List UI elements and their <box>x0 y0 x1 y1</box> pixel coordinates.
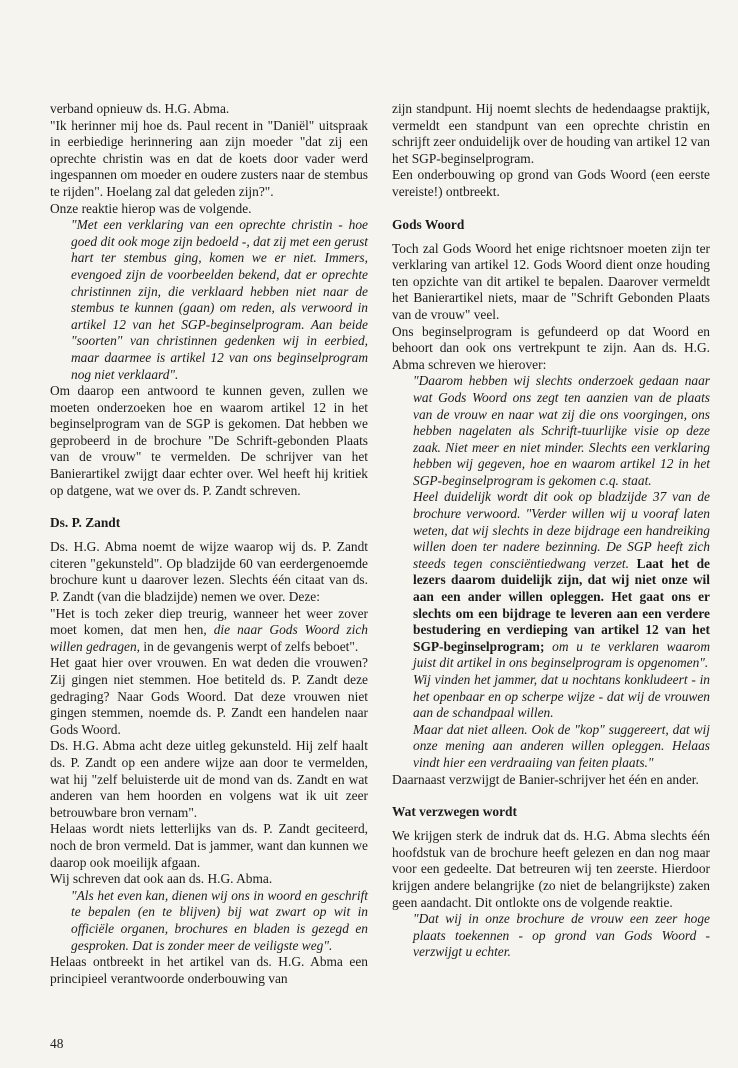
paragraph: Ons beginselprogram is gefundeerd op dat Woord en behoort dan ook ons vertrekpunt te zijn. Aan ds. H.G. Abma schreven we hierover: <box>392 323 710 372</box>
paragraph: verband opnieuw ds. H.G. Abma. <box>50 101 230 116</box>
paragraph: Ds. H.G. Abma noemt de wijze waarop wij ds. P. Zandt citeren "gekunsteld". Op bladzijde 60 van eerdergenoemde brochure kunt u daarover lezen. Slechts één citaat van ds. P. Zandt (van die bladzijde) nemen we over. Deze: <box>50 539 368 605</box>
section-heading: Ds. P. Zandt <box>50 515 121 531</box>
paragraph: Een onderbouwing op grond van Gods Woord (een eerste vereiste!) ontbreekt. <box>392 167 710 199</box>
page-number: 48 <box>50 1036 64 1051</box>
paragraph: Onze reaktie hierop was de volgende. <box>50 200 252 216</box>
paragraph: "Ik herinner mij hoe ds. Paul recent in "Daniël" uitspraak in eerbiedige herinnering aan zijn moeder "dat zij een oprechte christin was en dat de koets door vader werd ingespannen om moeder en oudere zusters naar de stembus te rijden". Hoelang zal dat geleden zijn?". <box>50 117 368 199</box>
text-run: om u te verklaren waarom juist dit artikel in ons beginselprogram is opgenomen". <box>413 638 710 671</box>
paragraph: We krijgen sterk de indruk dat ds. H.G. Abma slechts één hoofdstuk van de brochure heeft gelezen en dan nog maar voor een gedeelte. Dat betreuren wij ten zeerste. Hierdoor krijgen andere belangrijke (zo niet de belangrijkste) zaken geen aandacht. Dit ontlokte ons de volgende reaktie. <box>392 828 710 910</box>
emphasis-text: die naar Gods Woord zich willen gedragen, <box>50 622 368 654</box>
block-quote: "Met een verklaring van een oprechte christin - hoe goed dit ook moge zijn bedoeld -, dat zij met een gerust hart ter stembus ging, komen we er niet. Immers, evengoed zijn de voorbeelden bekend, dat er oprechte christinnen zijn, die verklaard hebben niet naar de stembus te kunnen (gaan) om reden, als verwoord in artikel 12 van het SGP-beginselprogram. Aan beide "soorten" van christinnen gedenken wij in eerbied, maar daarmee is artikel 12 van ons beginselprogram nog niet verklaard". <box>71 217 368 382</box>
paragraph: Helaas ontbreekt in het artikel van ds. H.G. Abma een principieel verantwoorde onderbouwing van <box>50 954 368 986</box>
bold-text: Laat het de lezers daarom duidelijk zijn, dat wij niet onze wil aan een ander willen opleggen. Het gaat ons er slechts om een bijdrage te leveren aan een verdere bestudering en verdieping van artikel 12 van het SGP-beginselprogram; <box>413 555 710 654</box>
text-run: "Het is toch zeker diep treurig, wanneer het weer zover moet komen, dat men hen, <box>50 605 368 638</box>
text-run: Heel duidelijk wordt dit ook op bladzijde 37 van de brochure verwoord. "Verder willen wij u vooraf laten weten, dat wij slechts in deze bijdrage een handreiking willen doen ter nadere bezinning. De SGP heeft zich steeds tegen consciëntiedwang verzet. <box>413 489 710 571</box>
block-quote: "Als het even kan, dienen wij ons in woord en geschrift te bepalen (en te blijven) bij wat zwart op wit in officiële organen, brochures en bladen is gezegd en gesproken. Dat is zonder meer de veiligste weg". <box>71 887 368 953</box>
section-heading: Wat verzwegen wordt <box>392 804 517 820</box>
paragraph: Daarnaast verzwijgt de Banier-schrijver het één en ander. <box>392 771 699 787</box>
paragraph: Helaas wordt niets letterlijks van ds. P. Zandt geciteerd, noch de bron vermeld. Dat is jammer, want dan kunnen we daarop ook moeilijk afgaan. <box>50 821 368 870</box>
paragraph: Wij schreven dat ook aan ds. H.G. Abma. <box>50 871 273 887</box>
block-quote: "Dat wij in onze brochure de vrouw een zeer hoge plaats toekennen - op grond van Gods Woord - verzwijgt u echter. <box>413 911 710 960</box>
paragraph: zijn standpunt. Hij noemt slechts de hedendaagse praktijk, vermeldt een standpunt van een oprechte christin en schrijft zeer onduidelijk over de houding van artikel 12 van het SGP-beginselprogram. <box>392 101 710 166</box>
block-quote: "Daarom hebben wij slechts onderzoek gedaan naar wat Gods Woord ons zegt ten aanzien van de plaats van de vrouw en naar wat zij die ons voorgingen, ons hebben nagelaten als Schrift-tuurlijke visie op deze zaak. Niet meer en niet minder. Slechts een verklaring hebben wij gegeven, hoe en waarom artikel 12 in het SGP-beginselprogram is gekomen c.q. staat. <box>413 373 710 488</box>
block-quote: Maar dat niet alleen. Ook de "kop" suggereert, dat wij onze mening aan anderen willen opleggen. Helaas vindt hier een verdraaiing van feiten plaats." <box>413 721 710 770</box>
paragraph: Ds. H.G. Abma acht deze uitleg gekunsteld. Hij zelf haalt ds. P. Zandt op een andere wijze aan door te vermelden, wat hij "zelf beluisterde uit de mond van ds. Zandt en wat anderen van hem hoorden en volgens wat ik uit zeer betrouwbare bron vernam". <box>50 738 368 820</box>
left-column <box>50 101 368 987</box>
text-run: in de gevangenis werpt of zelfs beboet". <box>140 638 359 654</box>
section-heading: Gods Woord <box>392 216 465 232</box>
paragraph: Het gaat hier over vrouwen. En wat deden die vrouwen? Zij gingen niet stemmen. Hoe betiteld ds. P. Zandt deze gedraging? Naar Gods Woord. Dat deze vrouwen niet gingen stemmen, noemde ds. P. Zandt een handelen naar Gods Woord. <box>50 655 368 737</box>
block-quote: Wij vinden het jammer, dat u nochtans konkludeert - in het openbaar en op scherpe wijze - dat wij de vrouwen aan de schandpaal willen. <box>413 672 710 721</box>
paragraph: Om daarop een antwoord te kunnen geven, zullen we moeten onderzoeken hoe en waarom artikel 12 in het beginselprogram van de SGP is gekomen. Dat hebben we geprobeerd in de brochure "De Schrift-gebonden Plaats van de vrouw" te vermelden. De schrijver van het Banierartikel zwijgt daar echter over. Wel heeft hij kritiek op datgene, wat we over ds. P. Zandt schreven. <box>50 383 368 498</box>
right-column <box>392 101 710 961</box>
block-quote <box>413 489 710 672</box>
paragraph: Toch zal Gods Woord het enige richtsnoer moeten zijn ter verklaring van artikel 12. Gods Woord dient onze houding ten opzichte van dit artikel te bepalen. Daarover vermeldt het Banierartikel niets, maar de "Schrift Gebonden Plaats van de vrouw" veel. <box>392 240 710 322</box>
paragraph <box>50 606 368 656</box>
